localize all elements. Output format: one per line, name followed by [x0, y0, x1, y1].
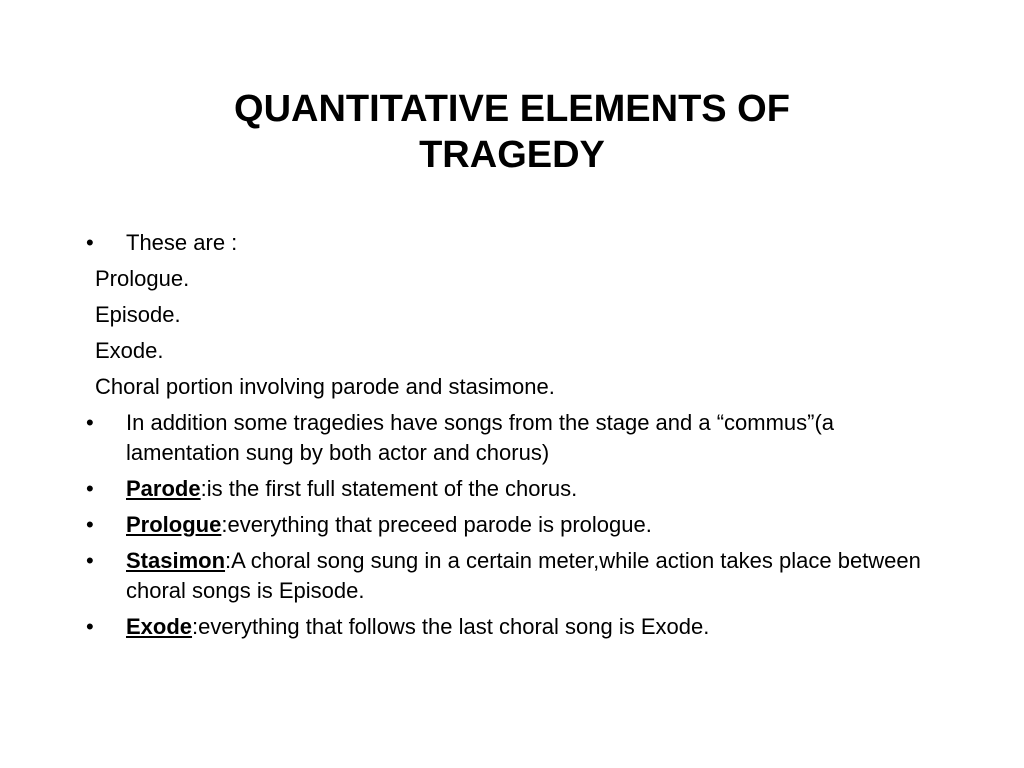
bullet-icon: •: [86, 476, 94, 501]
bullet-parode: [86, 474, 936, 504]
bullet-icon: •: [86, 512, 94, 537]
bullet-stasimon: [86, 546, 936, 606]
bullet-text: These are :: [126, 230, 238, 255]
list-item-text: Prologue.: [95, 266, 190, 291]
list-item-prologue: [86, 264, 936, 294]
list-item-exode: [86, 336, 936, 366]
definition-parode: :is the first full statement of the chorus.: [200, 476, 578, 501]
slide-title: [92, 86, 932, 178]
bullet-prologue: [86, 510, 936, 540]
slide-body: [86, 228, 936, 648]
bullet-icon: •: [86, 410, 94, 435]
list-item-text: Exode.: [95, 338, 164, 363]
definition-exode: :everything that follows the last choral song is Exode.: [192, 614, 710, 639]
bullet-in-addition: [86, 408, 936, 468]
term-parode: Parode: [126, 476, 201, 501]
list-item-episode: [86, 300, 936, 330]
term-stasimon: Stasimon: [126, 548, 226, 573]
bullet-icon: •: [86, 548, 94, 573]
definition-stasimon: :A choral song sung in a certain meter,while action takes place between choral songs is Episode.: [126, 548, 921, 603]
title-line-1: QUANTITATIVE ELEMENTS OF: [234, 88, 790, 130]
bullet-text: In addition some tragedies have songs from the stage and a “commus”(a lamentation sung by both actor and chorus): [126, 410, 835, 465]
definition-prologue: :everything that preceed parode is prologue.: [221, 512, 652, 537]
list-item-choral-portion: [86, 372, 936, 402]
bullet-these-are: [86, 228, 936, 258]
bullet-exode: [86, 612, 936, 642]
list-item-text: Episode.: [95, 302, 181, 327]
bullet-icon: •: [86, 230, 94, 255]
list-item-text: Choral portion involving parode and stasimone.: [95, 374, 555, 399]
term-exode: Exode: [126, 614, 193, 639]
term-prologue: Prologue: [126, 512, 222, 537]
title-line-2: TRAGEDY: [419, 134, 605, 176]
bullet-icon: •: [86, 614, 94, 639]
